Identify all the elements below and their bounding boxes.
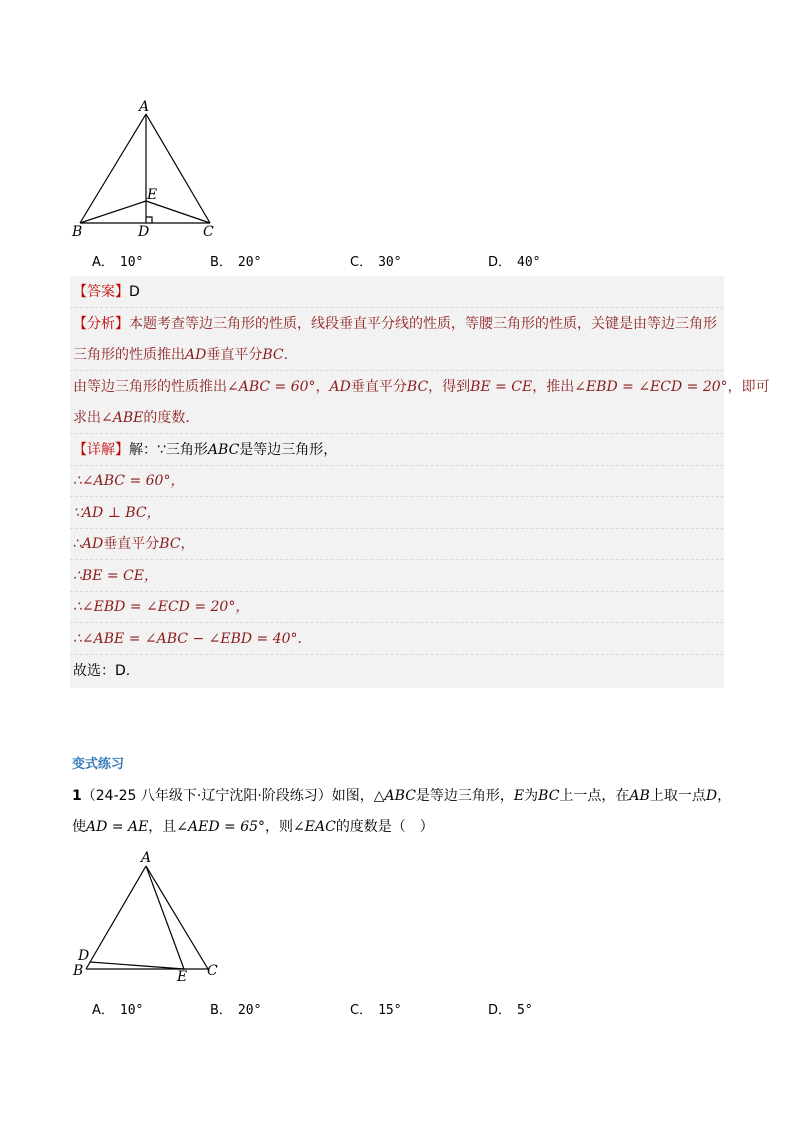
label-C: C xyxy=(207,963,218,979)
option-b[interactable]: B． 20° xyxy=(210,255,262,270)
detail-step-3: ∴AD垂直平分BC， xyxy=(73,536,195,552)
option-a[interactable]: A． 10° xyxy=(92,255,144,270)
label-C: C xyxy=(203,224,214,240)
triangle-figure-1 xyxy=(60,96,230,242)
detail-step-4: ∴BE = CE， xyxy=(73,568,158,584)
detail-intro: 【详解】解：∵三角形ABC是等边三角形， xyxy=(73,442,338,458)
label-E: E xyxy=(177,969,188,985)
analysis-line-3: 由等边三角形的性质推出∠ABC = 60°，AD垂直平分BC，得到BE = CE，推出∠EBD = ∠ECD = 20°，即可 xyxy=(73,379,770,395)
options-row-2 xyxy=(92,999,592,1017)
detail-choose: 故选：D. xyxy=(73,663,131,679)
figure-2 xyxy=(60,848,230,988)
detail-step-6: ∴∠ABE = ∠ABC − ∠EBD = 40°. xyxy=(73,631,302,647)
label-E: E xyxy=(147,187,158,203)
section-title: 变式练习 xyxy=(72,757,125,772)
analysis-line-2: 三角形的性质推出AD垂直平分BC. xyxy=(73,347,289,363)
question-line-1: 1（24-25 八年级下·辽宁沈阳·阶段练习）如图，△ABC是等边三角形，E为BC上一点，在AB上取一点D， xyxy=(72,788,732,804)
label-B: B xyxy=(73,963,84,979)
analysis-line-4: 求出∠ABE的度数． xyxy=(73,410,200,426)
option-a[interactable]: A． 10° xyxy=(92,1003,144,1018)
detail-step-2: ∵AD ⊥ BC， xyxy=(73,505,161,521)
options-row-1 xyxy=(92,251,592,269)
option-b[interactable]: B． 20° xyxy=(210,1003,262,1018)
triangle-figure-2 xyxy=(60,848,230,988)
label-B: B xyxy=(72,224,83,240)
option-d[interactable]: D． 5° xyxy=(488,1003,533,1018)
question-line-2: 使AD = AE，且∠AED = 65°，则∠EAC的度数是（ ） xyxy=(72,819,434,835)
answer-analysis-panel xyxy=(70,276,770,688)
figure-1 xyxy=(60,96,230,242)
detail-step-1: ∴∠ABC = 60°， xyxy=(73,473,185,489)
label-D: D xyxy=(78,948,90,964)
analysis-line-1: 【分析】本题考查等边三角形的性质，线段垂直平分线的性质，等腰三角形的性质，关键是由等边三角形 xyxy=(73,316,717,332)
answer-line: 【答案】D xyxy=(73,284,140,300)
option-d[interactable]: D． 40° xyxy=(488,255,541,270)
detail-step-5: ∴∠EBD = ∠ECD = 20°， xyxy=(73,599,250,615)
option-c[interactable]: C． 15° xyxy=(350,1003,402,1018)
label-D: D xyxy=(138,224,150,240)
label-A: A xyxy=(141,850,152,866)
label-A: A xyxy=(139,99,150,115)
option-c[interactable]: C． 30° xyxy=(350,255,402,270)
